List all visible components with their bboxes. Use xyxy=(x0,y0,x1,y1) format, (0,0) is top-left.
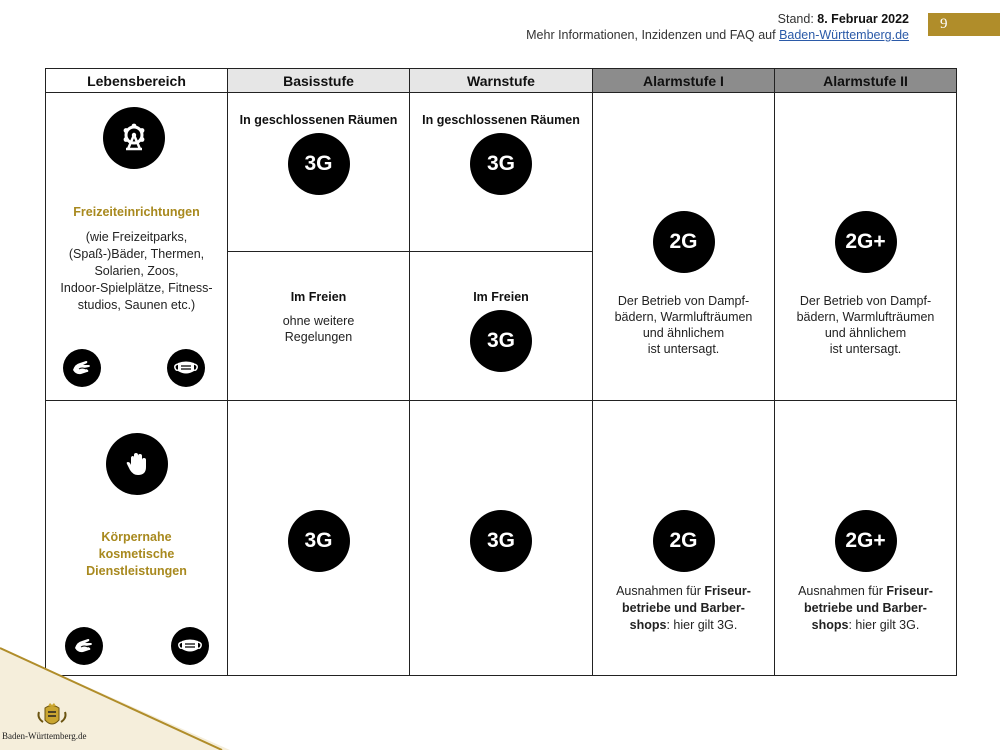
note-line xyxy=(775,583,956,600)
note-line: Der Betrieb von Dampf- xyxy=(799,294,932,308)
koerpernah-title xyxy=(46,529,227,580)
stand-label: Stand: xyxy=(777,12,814,26)
basis-indoor-value: 3G xyxy=(288,133,350,195)
alarm2-value: 2G+ xyxy=(835,510,897,572)
rules-table xyxy=(45,68,957,676)
warn-cell-freizeit xyxy=(410,93,593,401)
basis-cell-koerpernah xyxy=(228,401,410,676)
basis-cell-freizeit xyxy=(228,93,410,401)
note-text: Ausnahmen für xyxy=(616,584,705,598)
warn-outdoor-label: Im Freien xyxy=(473,290,529,304)
col-header-lebensbereich: Lebensbereich xyxy=(46,69,228,93)
note-bold: Friseur- xyxy=(886,584,933,598)
note-bold: betriebe und Barber- xyxy=(622,601,745,615)
warn-indoor-label: In geschlossenen Räumen xyxy=(422,113,580,127)
desc-line: studios, Saunen etc.) xyxy=(77,298,196,312)
note-line: und ähnlichem xyxy=(642,326,725,340)
alarm2-value: 2G+ xyxy=(835,211,897,273)
basis-indoor-label: In geschlossenen Räumen xyxy=(239,113,398,127)
note-line: Der Betrieb von Dampf- xyxy=(617,294,750,308)
hand-stop-icon xyxy=(106,433,168,495)
note-line: Regelungen xyxy=(284,330,353,344)
col-header-alarmstufe-2: Alarmstufe II xyxy=(775,69,957,93)
note-line xyxy=(775,600,956,617)
desc-line: (wie Freizeitparks, xyxy=(85,230,188,244)
logo-text: Baden-Württemberg.de xyxy=(2,731,87,741)
note-line: bädern, Warmlufträumen xyxy=(796,310,935,324)
cell-divider xyxy=(228,251,409,252)
col-header-basisstufe: Basisstufe xyxy=(228,69,410,93)
hand-hygiene-icon xyxy=(63,349,101,387)
title-line: kosmetische xyxy=(98,547,175,561)
table-row-koerpernah xyxy=(46,401,957,676)
alarm1-note xyxy=(593,293,774,357)
warn-value: 3G xyxy=(470,510,532,572)
note-line xyxy=(593,617,774,634)
alarm1-value: 2G xyxy=(653,211,715,273)
alarm1-value: 2G xyxy=(653,510,715,572)
cell-divider xyxy=(410,251,592,252)
note-line: ohne weitere xyxy=(282,314,355,328)
header-row xyxy=(46,69,957,93)
alarm2-cell-freizeit xyxy=(775,93,957,401)
stand-line xyxy=(526,11,909,27)
note-line: ist untersagt. xyxy=(829,342,902,356)
desc-line: (Spaß-)Bäder, Thermen, xyxy=(68,247,205,261)
page-number: 9 xyxy=(940,16,948,32)
note-bold: shops xyxy=(811,618,849,632)
basis-outdoor-label: Im Freien xyxy=(290,290,347,304)
note-text: : hier gilt 3G. xyxy=(848,618,920,632)
alarm2-cell-koerpernah xyxy=(775,401,957,676)
note-text: : hier gilt 3G. xyxy=(666,618,738,632)
title-line: Körpernahe xyxy=(101,530,172,544)
alarm1-cell-freizeit xyxy=(593,93,775,401)
note-text: Ausnahmen für xyxy=(798,584,887,598)
note-line: bädern, Warmlufträumen xyxy=(614,310,753,324)
mask-icon xyxy=(167,349,205,387)
warn-cell-koerpernah xyxy=(410,401,593,676)
desc-line: Solarien, Zoos, xyxy=(94,264,179,278)
col-header-warnstufe: Warnstufe xyxy=(410,69,593,93)
ferris-wheel-icon xyxy=(103,107,165,169)
col-header-alarmstufe-1: Alarmstufe I xyxy=(593,69,775,93)
note-line: und ähnlichem xyxy=(824,326,907,340)
info-text: Mehr Informationen, Inzidenzen und FAQ auf xyxy=(526,28,776,42)
table-row-freizeit xyxy=(46,93,957,401)
basis-outdoor-note xyxy=(228,313,409,345)
coat-of-arms-logo xyxy=(35,702,69,730)
alarm2-note xyxy=(775,293,956,357)
info-line xyxy=(526,27,909,43)
lebensbereich-cell-freizeit xyxy=(46,93,228,401)
note-line xyxy=(593,583,774,600)
alarm1-note xyxy=(593,583,774,634)
note-bold: shops xyxy=(629,618,667,632)
freizeit-description xyxy=(46,229,227,314)
note-bold: Friseur- xyxy=(704,584,751,598)
page-number-badge xyxy=(928,13,1000,36)
alarm1-cell-koerpernah xyxy=(593,401,775,676)
note-line: ist untersagt. xyxy=(647,342,720,356)
warn-outdoor-value: 3G xyxy=(470,310,532,372)
stand-date: 8. Februar 2022 xyxy=(817,12,909,26)
note-line xyxy=(593,600,774,617)
note-line xyxy=(775,617,956,634)
alarm2-note xyxy=(775,583,956,634)
freizeit-title: Freizeiteinrichtungen xyxy=(73,205,200,219)
title-line: Dienstleistungen xyxy=(86,564,187,578)
note-bold: betriebe und Barber- xyxy=(804,601,927,615)
desc-line: Indoor-Spielplätze, Fitness- xyxy=(60,281,213,295)
lebensbereich-cell-koerpernah xyxy=(46,401,228,676)
warn-indoor-value: 3G xyxy=(470,133,532,195)
page-header xyxy=(526,11,909,43)
info-link[interactable]: Baden-Württemberg.de xyxy=(779,28,909,42)
basis-value: 3G xyxy=(288,510,350,572)
